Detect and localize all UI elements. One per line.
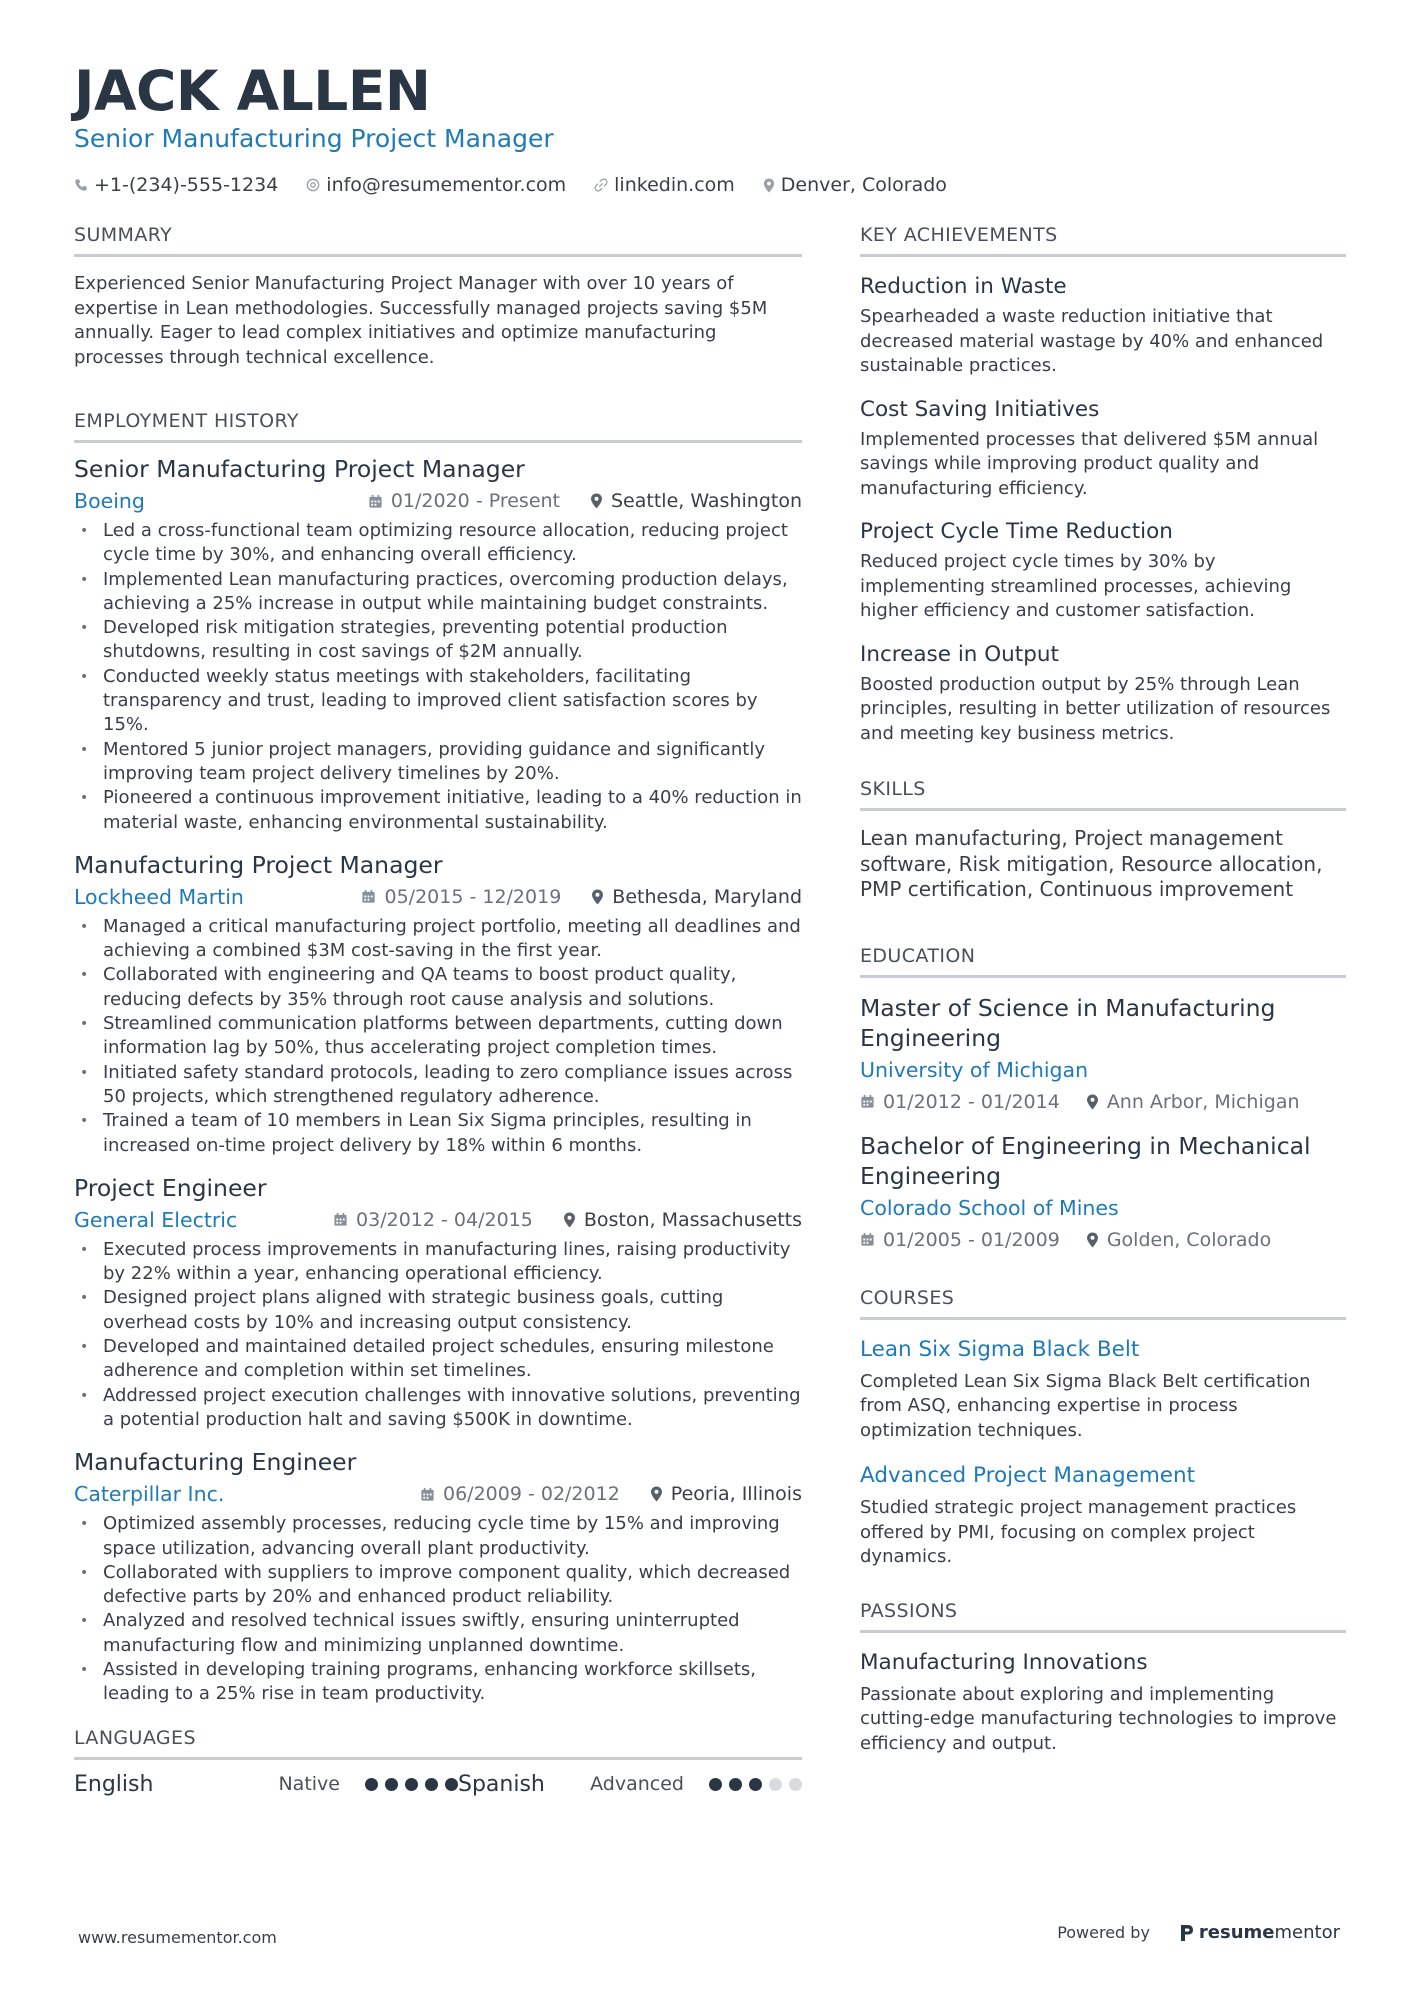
achievement-title: Increase in Output — [860, 641, 1059, 667]
job-title: Manufacturing Project Manager — [74, 850, 443, 879]
rating-dot — [405, 1778, 418, 1791]
job-entry — [74, 453, 802, 835]
brand-part1: resume — [1198, 1922, 1275, 1943]
education-location-text: Ann Arbor, Michigan — [1106, 1090, 1300, 1113]
skills-section — [860, 776, 1346, 903]
job-bullet: • Mentored 5 junior project managers, providing guidance and significantly improving team project delivery timelines by 20%. — [74, 738, 802, 787]
job-meta-right — [333, 1206, 802, 1234]
language-level: Advanced — [590, 1773, 684, 1796]
job-company: Boeing — [74, 489, 145, 513]
rating-dot — [769, 1778, 782, 1791]
achievement-title: Reduction in Waste — [860, 274, 1067, 299]
job-title: Senior Manufacturing Project Manager — [74, 455, 525, 483]
job-bullet: • Streamlined communication platforms between departments, cutting down information lag by 50%, thus accelerating project completion times. — [74, 1012, 802, 1061]
education-meta — [860, 1087, 1346, 1117]
language-name: Spanish — [458, 1771, 545, 1797]
job-bullet: • Developed risk mitigation strategies, preventing potential production shutdowns, resulting in cost savings of $2M annually. — [74, 616, 802, 665]
job-meta — [74, 1206, 802, 1234]
language-rating — [702, 1778, 802, 1791]
job-list — [74, 453, 802, 1707]
calendar-icon — [333, 1212, 348, 1227]
job-bullet: • Executed process improvements in manufacturing lines, raising productivity by 22% within a year, enhancing operational efficiency. — [74, 1238, 802, 1287]
at-sign-icon — [306, 178, 320, 192]
education-dates-text: 01/2005 - 01/2009 — [883, 1228, 1060, 1251]
job-dates-text: 06/2009 - 02/2012 — [442, 1483, 620, 1506]
achievement-text: Boosted production output by 25% through Lean principles, resulting in better utilization of resources and meeting key business metrics. — [860, 673, 1331, 744]
achievement-item — [860, 272, 1346, 379]
job-meta — [74, 883, 802, 911]
footer-brand — [1057, 1922, 1340, 1943]
education-section — [860, 943, 1346, 1255]
achievement-title: Project Cycle Time Reduction — [860, 519, 1173, 544]
job-location — [563, 1206, 802, 1234]
job-meta-right — [368, 487, 802, 515]
job-meta — [74, 1480, 802, 1508]
resume-header — [74, 58, 1344, 198]
job-bullet: • Addressed project execution challenges with innovative solutions, preventing a potential production halt and saving $500K in downtime. — [74, 1384, 802, 1433]
education-school: Colorado School of Mines — [860, 1195, 1119, 1220]
achievement-text: Implemented processes that delivered $5M annual savings while improving product quality and manufacturing efficiency. — [860, 428, 1319, 499]
education-location — [1086, 1225, 1271, 1255]
skills-heading: SKILLS — [860, 776, 1346, 811]
contact-phone-text: +1-(234)-555-1234 — [94, 174, 279, 196]
job-bullet: • Implemented Lean manufacturing practices, overcoming production delays, achieving a 25% increase in output while maintaining budget constraints. — [74, 568, 802, 617]
job-bullet: • Collaborated with suppliers to improve component quality, which decreased defective parts by 20% and enhanced product reliability. — [74, 1561, 802, 1610]
job-location-text: Seattle, Washington — [611, 490, 802, 512]
job-location-text: Bethesda, Maryland — [612, 885, 802, 908]
job-bullet: • Initiated safety standard protocols, leading to zero compliance issues across 50 projects, which strengthened regulatory adherence. — [74, 1061, 802, 1110]
education-heading: EDUCATION — [860, 943, 1346, 978]
education-meta — [860, 1225, 1346, 1255]
phone-icon — [74, 178, 88, 192]
achievements-section — [860, 222, 1346, 746]
course-item — [860, 1461, 1346, 1570]
rating-dot — [729, 1778, 742, 1791]
education-location-text: Golden, Colorado — [1106, 1228, 1272, 1251]
job-bullet: • Trained a team of 10 members in Lean Six Sigma principles, resulting in increased on-time project delivery by 18% within 6 months. — [74, 1109, 802, 1158]
language-item — [74, 1772, 458, 1797]
achievement-item — [860, 640, 1346, 747]
course-item — [860, 1335, 1346, 1444]
course-text: Completed Lean Six Sigma Black Belt certification from ASQ, enhancing expertise in process optimization techniques. — [860, 1370, 1311, 1441]
language-list — [74, 1772, 802, 1797]
rating-dot — [425, 1778, 438, 1791]
passion-text: Passionate about exploring and implementing cutting-edge manufacturing technologies to improve efficiency and output. — [860, 1683, 1337, 1754]
contact-email[interactable] — [306, 172, 566, 198]
job-bullet: • Led a cross-functional team optimizing resource allocation, reducing project cycle time by 30%, and enhancing overall efficiency. — [74, 519, 802, 568]
rating-dot — [365, 1778, 378, 1791]
summary-heading: SUMMARY — [74, 222, 802, 257]
calendar-icon — [420, 1487, 435, 1502]
language-name: English — [74, 1771, 154, 1797]
skills-text: Lean manufacturing, Project management software, Risk mitigation, Resource allocation, PMP certification, Continuous improvement — [860, 826, 1323, 901]
job-location — [591, 883, 802, 911]
education-dates — [860, 1087, 1060, 1117]
map-pin-icon — [1086, 1094, 1099, 1110]
contact-email-text[interactable]: info@resumementor.com — [326, 174, 567, 196]
course-title: Advanced Project Management — [860, 1463, 1196, 1488]
courses-section — [860, 1285, 1346, 1570]
achievement-text: Spearheaded a waste reduction initiative that decreased material wastage by 40% and enhanced sustainable practices. — [860, 306, 1324, 376]
job-meta — [74, 487, 802, 515]
achievement-list — [860, 272, 1346, 746]
job-company: General Electric — [74, 1207, 238, 1232]
languages-heading: LANGUAGES — [74, 1725, 802, 1760]
job-location — [590, 487, 802, 515]
brand-part2: mentor — [1274, 1922, 1340, 1943]
rating-dot — [385, 1778, 398, 1791]
candidate-name: JACK ALLEN — [74, 59, 431, 123]
passion-title: Manufacturing Innovations — [860, 1649, 1148, 1675]
courses-heading: COURSES — [860, 1285, 1346, 1320]
rating-dot — [445, 1778, 458, 1791]
education-item — [860, 993, 1346, 1117]
map-pin-icon — [591, 889, 604, 905]
passion-item — [860, 1648, 1346, 1757]
map-pin-icon — [650, 1486, 663, 1502]
job-location-text: Peoria, Illinois — [670, 1483, 802, 1506]
course-title: Lean Six Sigma Black Belt — [860, 1336, 1140, 1362]
calendar-icon — [368, 494, 383, 509]
job-dates — [368, 487, 560, 515]
achievement-title: Cost Saving Initiatives — [860, 396, 1100, 422]
job-entry — [74, 849, 802, 1158]
map-pin-icon — [1086, 1232, 1099, 1248]
employment-heading: EMPLOYMENT HISTORY — [74, 408, 802, 443]
link-icon — [594, 178, 608, 192]
job-bullets — [74, 519, 802, 835]
education-degree: Bachelor of Engineering in Mechanical Engineering — [860, 1131, 1311, 1190]
map-pin-icon — [563, 1212, 576, 1228]
achievements-heading: KEY ACHIEVEMENTS — [860, 222, 1346, 257]
employment-section — [74, 408, 802, 1707]
brand-logo[interactable] — [1180, 1922, 1340, 1943]
job-dates-text: 03/2012 - 04/2015 — [356, 1208, 533, 1231]
job-bullets — [74, 915, 802, 1158]
job-bullet: • Analyzed and resolved technical issues swiftly, ensuring uninterrupted manufacturing flow and minimizing unplanned downtime. — [74, 1609, 802, 1658]
job-entry — [74, 1172, 802, 1432]
education-dates-text: 01/2012 - 01/2014 — [883, 1090, 1060, 1113]
job-dates-text: 05/2015 - 12/2019 — [384, 885, 562, 908]
powered-by-label: Powered by — [1057, 1923, 1150, 1942]
job-location — [650, 1480, 802, 1508]
job-dates-text: 01/2020 - Present — [390, 490, 560, 512]
rating-dot — [749, 1778, 762, 1791]
job-bullet: • Collaborated with engineering and QA teams to boost product quality, reducing defects by 35% through root cause analysis and solutions. — [74, 963, 802, 1012]
job-dates — [333, 1206, 533, 1234]
summary-text: Experienced Senior Manufacturing Project Manager with over 10 years of expertise in Lean methodologies. Successfully managed projects saving $5M annually. Eager to lead complex initiatives and optimize manufacturing processes through technical excellence. — [74, 273, 768, 368]
passions-heading: PASSIONS — [860, 1598, 1346, 1633]
contact-phone — [74, 172, 278, 198]
contact-bar — [74, 172, 1344, 198]
achievement-text: Reduced project cycle times by 30% by implementing streamlined processes, achieving higher efficiency and customer satisfaction. — [860, 551, 1292, 621]
calendar-icon — [860, 1094, 875, 1109]
rating-dot — [709, 1778, 722, 1791]
language-rating — [358, 1778, 458, 1791]
job-dates — [420, 1480, 620, 1508]
resumementor-logo-icon — [1180, 1924, 1194, 1942]
education-dates — [860, 1225, 1060, 1255]
summary-section — [74, 222, 802, 370]
job-dates — [361, 883, 561, 911]
contact-linkedin[interactable] — [594, 172, 735, 198]
right-column — [860, 222, 1346, 1784]
education-item — [860, 1131, 1346, 1255]
education-school: University of Michigan — [860, 1057, 1089, 1082]
job-company: Caterpillar Inc. — [74, 1482, 225, 1507]
education-degree: Master of Science in Manufacturing Engineering — [860, 993, 1276, 1052]
job-entry — [74, 1446, 802, 1706]
calendar-icon — [361, 889, 376, 904]
rating-dot — [789, 1778, 802, 1791]
job-bullet: • Conducted weekly status meetings with stakeholders, facilitating transparency and trust, leading to improved client satisfaction scores by 15%. — [74, 665, 802, 738]
job-bullet: • Assisted in developing training programs, enhancing workforce skillsets, leading to a 25% rise in team productivity. — [74, 1658, 802, 1707]
calendar-icon — [860, 1232, 875, 1247]
map-pin-icon — [763, 178, 775, 193]
footer-website[interactable]: www.resumementor.com — [78, 1928, 277, 1947]
job-meta-right — [361, 883, 802, 911]
job-bullets — [74, 1238, 802, 1432]
job-company: Lockheed Martin — [74, 884, 244, 909]
job-bullet: • Developed and maintained detailed project schedules, ensuring milestone adherence and completion within set timelines. — [74, 1335, 802, 1384]
job-bullet: • Pioneered a continuous improvement initiative, leading to a 40% reduction in material waste, enhancing environmental sustainability. — [74, 786, 802, 835]
job-bullet: • Optimized assembly processes, reducing cycle time by 15% and improving space utilization, advancing overall plant productivity. — [74, 1512, 802, 1561]
job-bullets — [74, 1512, 802, 1706]
job-meta-right — [420, 1480, 802, 1508]
contact-location-text: Denver, Colorado — [780, 174, 947, 196]
education-list — [860, 993, 1346, 1255]
course-text: Studied strategic project management practices offered by PMI, focusing on complex project dynamics. — [860, 1497, 1297, 1567]
education-location — [1086, 1087, 1300, 1117]
job-location-text: Boston, Massachusetts — [583, 1208, 802, 1231]
course-list — [860, 1335, 1346, 1570]
job-title: Manufacturing Engineer — [74, 1448, 357, 1477]
language-item — [458, 1772, 802, 1797]
achievement-item — [860, 517, 1346, 624]
contact-location — [763, 172, 947, 198]
languages-section — [74, 1725, 802, 1797]
job-bullet: • Designed project plans aligned with strategic business goals, cutting overhead costs by 10% and increasing output consistency. — [74, 1286, 802, 1335]
job-bullet: • Managed a critical manufacturing project portfolio, meeting all deadlines and achieving a combined $3M cost-saving in the first year. — [74, 915, 802, 964]
passions-section — [860, 1598, 1346, 1757]
map-pin-icon — [590, 493, 603, 509]
candidate-role: Senior Manufacturing Project Manager — [74, 124, 554, 153]
contact-linkedin-text[interactable]: linkedin.com — [614, 174, 735, 196]
language-level: Native — [278, 1773, 340, 1796]
achievement-item — [860, 395, 1346, 502]
left-column — [74, 222, 802, 1825]
passion-list — [860, 1648, 1346, 1757]
job-title: Project Engineer — [74, 1173, 267, 1202]
